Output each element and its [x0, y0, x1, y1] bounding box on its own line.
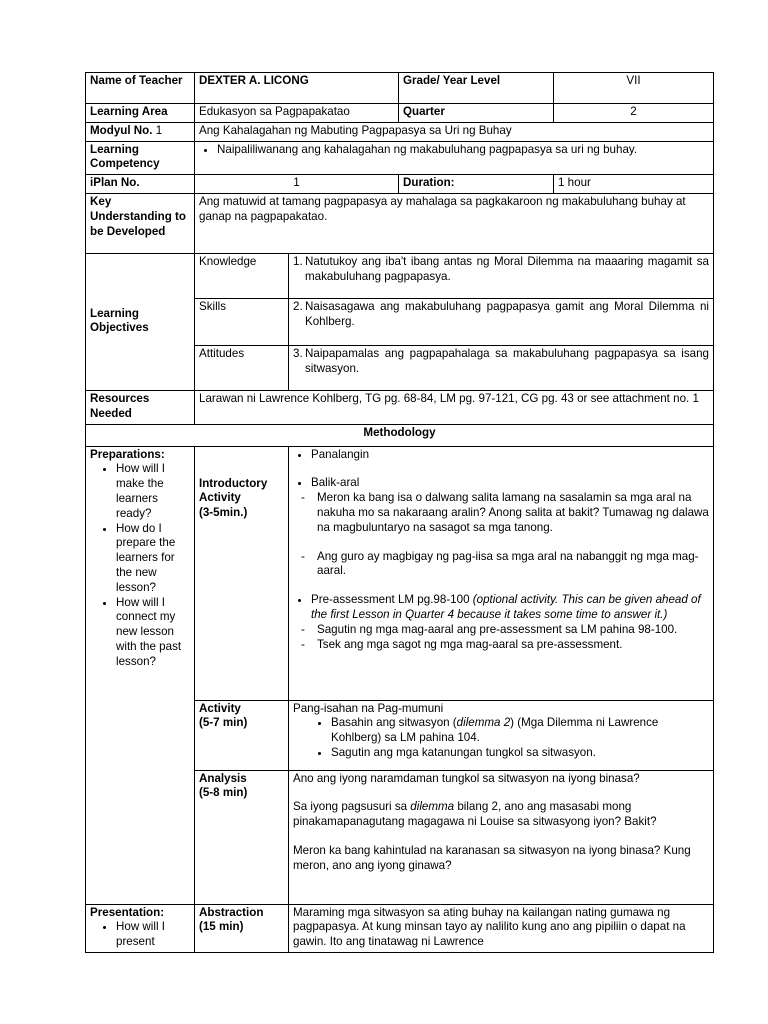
name-label: Name of Teacher	[86, 73, 195, 104]
presentation-label: Presentation:	[90, 905, 165, 919]
resources-text: Larawan ni Lawrence Kohlberg, TG pg. 68-84, LM pg. 97-121, CG pg. 43 or see attachment no. 1	[195, 390, 714, 424]
analysis-content	[289, 770, 714, 904]
introductory-content	[289, 446, 714, 700]
key-understanding-label: Key Understanding to be Developed	[86, 193, 195, 253]
quarter-value: 2	[554, 104, 714, 123]
prep-question: • How will I connect my new lesson with the past lesson?	[116, 596, 190, 670]
objectives-label: Learning Objectives	[86, 253, 195, 390]
knowledge-cell	[289, 253, 714, 298]
preassessment-step: - Tsek ang mga sagot ng mga mag-aaral sa pre-assessment.	[317, 638, 709, 653]
knowledge-number: 1.	[293, 254, 303, 268]
modyul-row	[86, 122, 714, 141]
area-row	[86, 104, 714, 123]
activity-content	[289, 700, 714, 770]
competency-row	[86, 141, 714, 175]
panalangin-item: • Panalangin	[311, 448, 709, 463]
competency-label: Learning Competency	[86, 141, 195, 175]
balik-aral-list	[293, 491, 709, 535]
analysis-label: Analysis	[199, 771, 247, 785]
competency-text: • Naipaliliwanang ang kahalagahan ng makabuluhang pagpapasya sa uri ng buhay.	[217, 143, 709, 158]
skills-number: 2.	[293, 299, 303, 313]
prep-question: • How do I prepare the learners for the new lesson?	[116, 522, 190, 596]
iplan-value: 1	[195, 175, 399, 194]
competency-cell	[195, 141, 714, 175]
area-value: Edukasyon sa Pagpapakatao	[195, 104, 399, 123]
activity-label-cell	[195, 700, 289, 770]
activity-item	[331, 716, 709, 746]
introductory-label: Introductory Activity	[199, 476, 268, 505]
preassessment-note: (optional activity. This can be given ahead of the first Lesson in Quarter 4 because it takes some time to answer it.)	[311, 593, 701, 621]
iplan-label: iPlan No.	[86, 175, 195, 194]
preassessment-step: - Sagutin ng mga mag-aaral ang pre-assessment sa LM pahina 98-100.	[317, 623, 709, 638]
introductory-label-cell	[195, 446, 289, 700]
activity-item-text: Basahin ang sitwasyon (	[331, 716, 457, 730]
introductory-row	[86, 446, 714, 700]
balik-aral-step: - Ang guro ay magbigay ng pag-iisa sa mga aral na nabanggit ng mga mag-aaral.	[317, 550, 709, 580]
attitudes-text: Naipapamalas ang pagpapahalaga sa makabuluhang pagpapasya sa isang sitwasyon.	[305, 346, 709, 375]
analysis-question: Ano ang iyong naramdaman tungkol sa sitwasyon na iyong binasa?	[293, 771, 640, 785]
activity-item-italic: dilemma 2	[456, 716, 511, 730]
analysis-italic: dilemma	[410, 800, 455, 814]
methodology-row	[86, 424, 714, 446]
preparations-cell	[86, 446, 195, 904]
preassessment-title: Pre-assessment LM pg.98-100	[311, 593, 470, 607]
key-understanding-text: Ang matuwid at tamang pagpapasya ay mahalaga sa pagkakaroon ng makabuluhang buhay at ganap na pagpapakatao.	[195, 193, 714, 253]
resources-label: Resources Needed	[86, 390, 195, 424]
methodology-title: Methodology	[86, 424, 714, 446]
activity-heading: Pang-isahan na Pag-mumuni	[293, 701, 444, 715]
activity-label: Activity	[199, 701, 241, 715]
abstraction-label-cell	[195, 904, 289, 952]
skills-label: Skills	[195, 298, 289, 345]
teacher-name: DEXTER A. LICONG	[195, 73, 399, 104]
modyul-title: Ang Kahalagahan ng Mabuting Pagpapasya sa Uri ng Buhay	[195, 122, 714, 141]
attitudes-cell	[289, 345, 714, 390]
presentation-cell	[86, 904, 195, 952]
abstraction-text: Maraming mga sitwasyon sa ating buhay na kailangan nating gumawa ng pagpapasya. At kung minsan tayo ay nalilito kung ano ang pipiliin o dapat na gawin. Ito ang tinatawag ni Lawrence	[289, 904, 714, 952]
abstraction-label: Abstraction	[199, 905, 264, 919]
area-label: Learning Area	[86, 104, 195, 123]
presentation-question: • How will I present	[116, 920, 190, 950]
teacher-row	[86, 73, 714, 104]
preassessment-list	[293, 623, 709, 653]
skills-cell	[289, 298, 714, 345]
modyul-label: Modyul No.	[90, 123, 153, 137]
prep-question: • How will I make the learners ready?	[116, 462, 190, 521]
analysis-question: Meron ka bang kahintulad na karanasan sa sitwasyon na iyong binasa? Kung meron, ano ang iyong ginawa?	[293, 843, 691, 872]
abstraction-time: (15 min)	[199, 920, 244, 934]
analysis-text: Sa iyong pagsusuri sa	[293, 800, 411, 814]
activity-item: • Sagutin ang mga katanungan tungkol sa sitwasyon.	[331, 746, 709, 761]
modyul-number: 1	[155, 123, 163, 137]
resources-row	[86, 390, 714, 424]
duration-label: Duration:	[399, 175, 554, 194]
analysis-question	[293, 800, 709, 830]
duration-value: 1 hour	[554, 175, 714, 194]
iplan-row	[86, 175, 714, 194]
preassessment-item	[311, 593, 709, 623]
objective-knowledge-row	[86, 253, 714, 298]
grade-value: VII	[554, 73, 714, 104]
analysis-time: (5-8 min)	[199, 786, 248, 800]
analysis-label-cell	[195, 770, 289, 904]
skills-text: Naisasagawa ang makabuluhang pagpapasya gamit ang Moral Dilemma ni Kohlberg.	[305, 299, 709, 328]
activity-list	[293, 716, 709, 760]
abstraction-row	[86, 904, 714, 952]
balik-aral-step: - Meron ka bang isa o dalwang salita lamang na sasalamin sa mga aral na nakuha mo sa nakaraang aralin? Anong salita at bakit? Tumawag ng dalawa na magbuluntaryo na sasagot sa mga tanong.	[317, 491, 709, 535]
introductory-time: (3-5min.)	[199, 506, 248, 520]
preparations-questions	[90, 462, 190, 669]
attitudes-label: Attitudes	[195, 345, 289, 390]
balik-aral-item: • Balik-aral	[311, 476, 709, 491]
quarter-label: Quarter	[399, 104, 554, 123]
lesson-plan-table	[85, 72, 714, 953]
preparations-label: Preparations:	[90, 447, 165, 461]
knowledge-label: Knowledge	[195, 253, 289, 298]
key-understanding-row	[86, 193, 714, 253]
analysis-text: bilang 2, ano ang masasabi mong pinakamapanagutang magagawa ni Louise sa sitwasyong iyon? Bakit?	[293, 800, 657, 829]
knowledge-text: Natutukoy ang iba't ibang antas ng Moral Dilemma na maaaring magamit sa makabuluhang pagpapasya.	[305, 254, 709, 283]
activity-time: (5-7 min)	[199, 716, 248, 730]
activity-item-text: ) (Mga Dilemma ni Lawrence Kohlberg) sa LM pahina 104.	[331, 716, 659, 745]
attitudes-number: 3.	[293, 346, 303, 360]
grade-label: Grade/ Year Level	[399, 73, 554, 104]
modyul-cell	[86, 122, 195, 141]
